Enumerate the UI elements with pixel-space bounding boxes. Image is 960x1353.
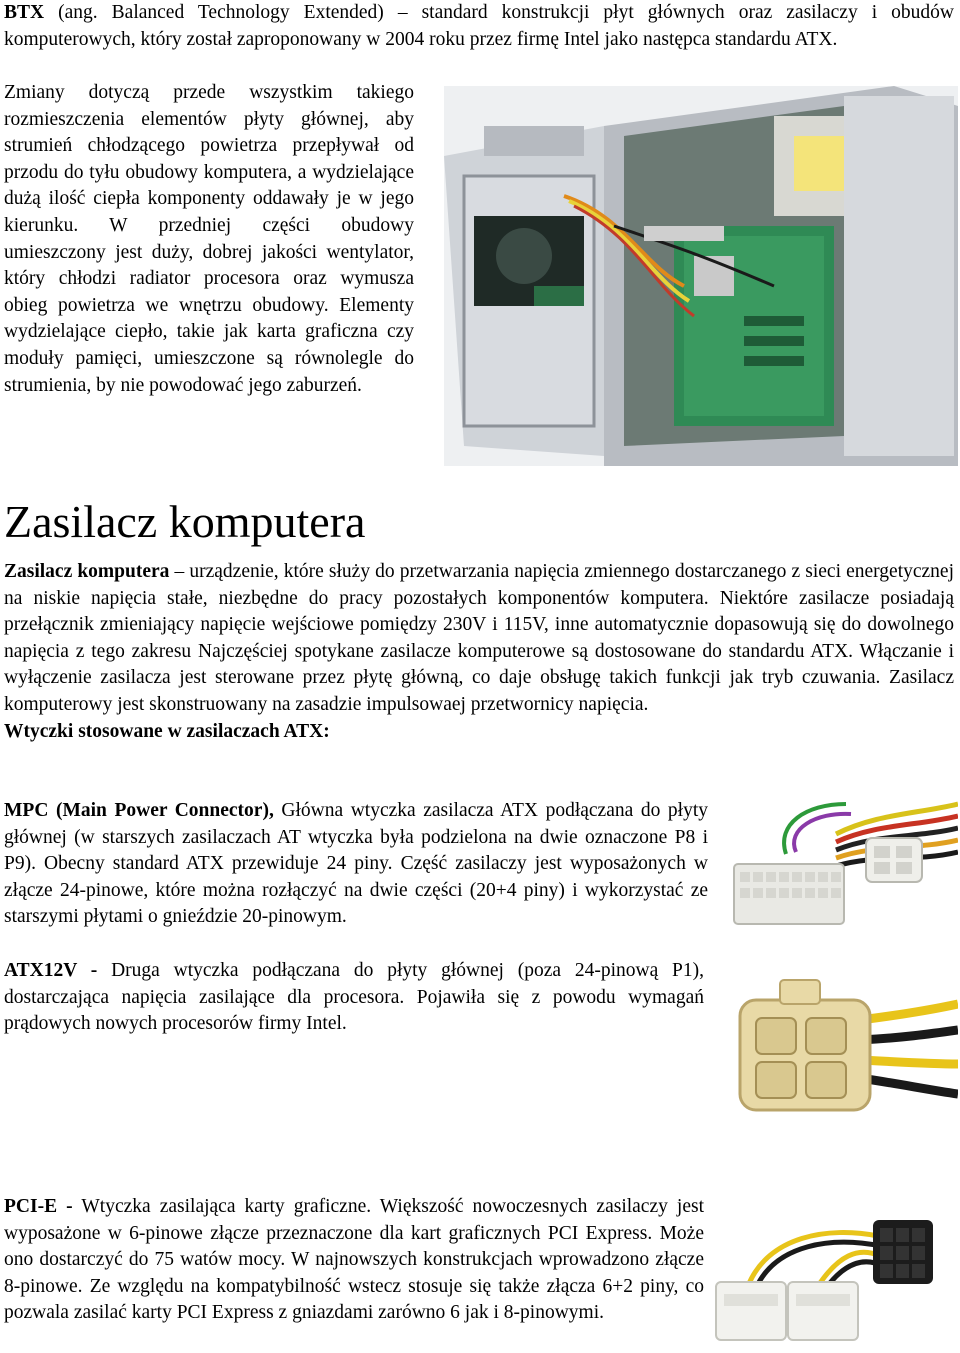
- psu-intro-paragraph: [4, 559, 954, 745]
- atx12v-term: ATX12V -: [4, 960, 98, 981]
- mpc-text: Główna wtyczka zasilacza ATX podłączana do płyty głównej (w starszych zasilaczach AT wtyczka była podzielona na dwie oznaczone P8 i P9). Obecny standard ATX przewiduje 24 piny. Część zasilaczy jest wyposażonych w złącze 24-pinowe, które można rozłączyć na dwie części (20+4 piny) i wykorzystać ze starszymi płytami o gnieździe 20-pinowym.: [4, 800, 708, 928]
- btx-paragraph: [4, 0, 954, 53]
- psu-intro-text: – urządzenie, które służy do przetwarzania napięcia zmiennego dostarczanego z sieci energetycznej na niskie napięcia stałe, niezbędne do pracy pozostałych komponentów komputera. Niektóre zasilacze posiadają przełącznik zmieniający napięcie wejściowe pomiędzy 230V i 115V, inne automatycznie dopasowują się do dowolnego napięcia z tego zakresu Najczęściej spotykane zasilacze komputerowe są dostosowane do standardu ATX. Włączanie i wyłączenie zasilacza jest sterowane przez płytę główną, co daje obsługę takich funkcji jak tryb czuwania. Zasilacz komputerowy jest skonstruowany na zasadzie impulsowaej przetwornicy napięcia.: [4, 561, 954, 715]
- pcie-paragraph: [4, 1194, 704, 1327]
- computer-case-photo: [444, 86, 958, 466]
- btx-text: (ang. Balanced Technology Extended) – standard konstrukcji płyt głównych oraz zasilaczy i obudów komputerowych, który został zaproponowany w 2004 roku przez firmę Intel jako następca standardu ATX.: [4, 2, 954, 50]
- mpc-paragraph: [4, 798, 708, 931]
- psu-intro-term: Zasilacz komputera: [4, 561, 170, 582]
- atx12v-text: Druga wtyczka podłączana do płyty głównej (poza 24-pinową P1), dostarczająca napięcia zasilające dla procesora. Pojawiła się z powodu wymagań prądowych nowych procesorów firmy Intel.: [4, 960, 704, 1035]
- plugs-heading: Wtyczki stosowane w zasilaczach ATX:: [4, 720, 330, 742]
- pcie-term: PCI-E -: [4, 1196, 73, 1217]
- section-heading: Zasilacz komputera: [4, 496, 366, 547]
- btx-term: BTX: [4, 2, 45, 23]
- mpc-connector-photo: [726, 794, 958, 944]
- pcie-connector-photo: [708, 1196, 958, 1346]
- mpc-term: MPC (Main Power Connector),: [4, 800, 274, 821]
- btx-description: [4, 80, 414, 399]
- btx-description-text: Zmiany dotyczą przede wszystkim takiego rozmieszczenia elementów płyty głównej, aby strumień chłodzącego powietrza przepływał od przodu do tyłu obudowy komputera, a wydzielające dużą ilość ciepła komponenty oddawały je w jego kierunku. W przedniej części obudowy umieszczony jest duży, dobrej jakości wentylator, który chłodzi radiator procesora oraz wymusza obieg powietrza we wnętrzu obudowy. Elementy wydzielające ciepło, takie jak karta graficzna czy moduły pamięci, umieszczone są równolegle do strumienia, by nie powodować jego zaburzeń.: [4, 82, 414, 396]
- atx12v-paragraph: [4, 958, 704, 1038]
- pcie-text: Wtyczka zasilająca karty graficzne. Większość nowoczesnych zasilaczy jest wyposażone w 6-pinowe złącze przeznaczone dla kart graficznych PCI Express. Może ono dostarczyć do 75 watów mocy. W najnowszych konstrukcjach wprowadzono złącze 8-pinowe. Ze względu na kompatybilność wstecz stosuje się także złącza 6+2 piny, co pozwala zasilać karty PCI Express z gniazdami zarówno 6 jak i 8-pinowymi.: [4, 1196, 705, 1324]
- atx12v-connector-photo: [720, 960, 958, 1130]
